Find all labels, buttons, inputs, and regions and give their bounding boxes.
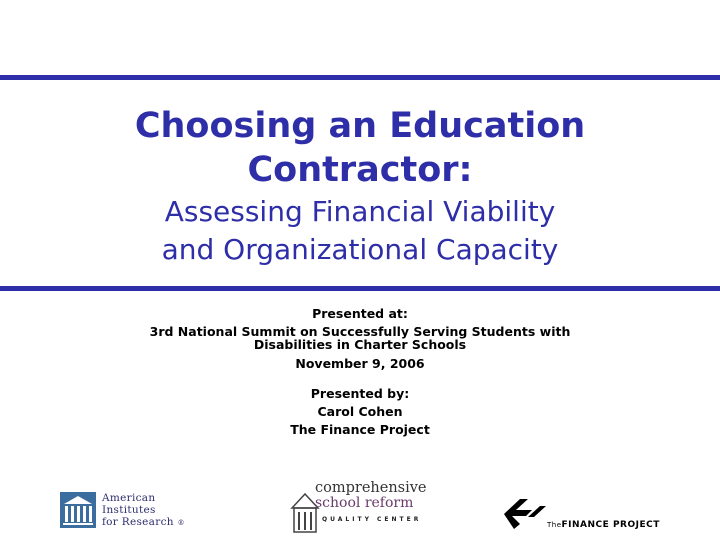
title-line-2: Contractor: — [247, 150, 473, 190]
bottom-divider — [0, 286, 720, 291]
csr-line-2: school reform — [315, 495, 414, 511]
event-name: 3rd National Summit on Successfully Serving Students with Disabilities in Charter Schools — [149, 324, 571, 352]
event-date: November 9, 2006 — [295, 356, 425, 371]
air-building-icon — [60, 492, 96, 528]
finance-project-wordmark: TheFINANCE PROJECT — [547, 520, 660, 530]
csr-line-1: comprehensive — [315, 480, 427, 496]
presentation-info — [0, 306, 720, 438]
air-logo — [60, 492, 200, 528]
top-divider — [0, 75, 720, 80]
csr-logo — [290, 480, 425, 535]
finance-project-mark-icon — [502, 497, 550, 531]
presented-by-label: Presented by: — [310, 386, 410, 401]
title-line-1: Choosing an Education — [134, 106, 586, 146]
presenter-name: Carol Cohen — [317, 404, 403, 419]
presented-at-label: Presented at: — [312, 306, 408, 321]
air-wordmark: American Institutes for Research ® — [102, 492, 185, 528]
subtitle-line-2: and Organizational Capacity — [161, 233, 559, 266]
finance-project-logo — [502, 497, 660, 531]
subtitle-line-1: Assessing Financial Viability — [164, 195, 556, 228]
title-block — [0, 104, 720, 269]
csr-line-3: QUALITY CENTER — [322, 516, 422, 523]
presenter-org: The Finance Project — [290, 422, 430, 437]
